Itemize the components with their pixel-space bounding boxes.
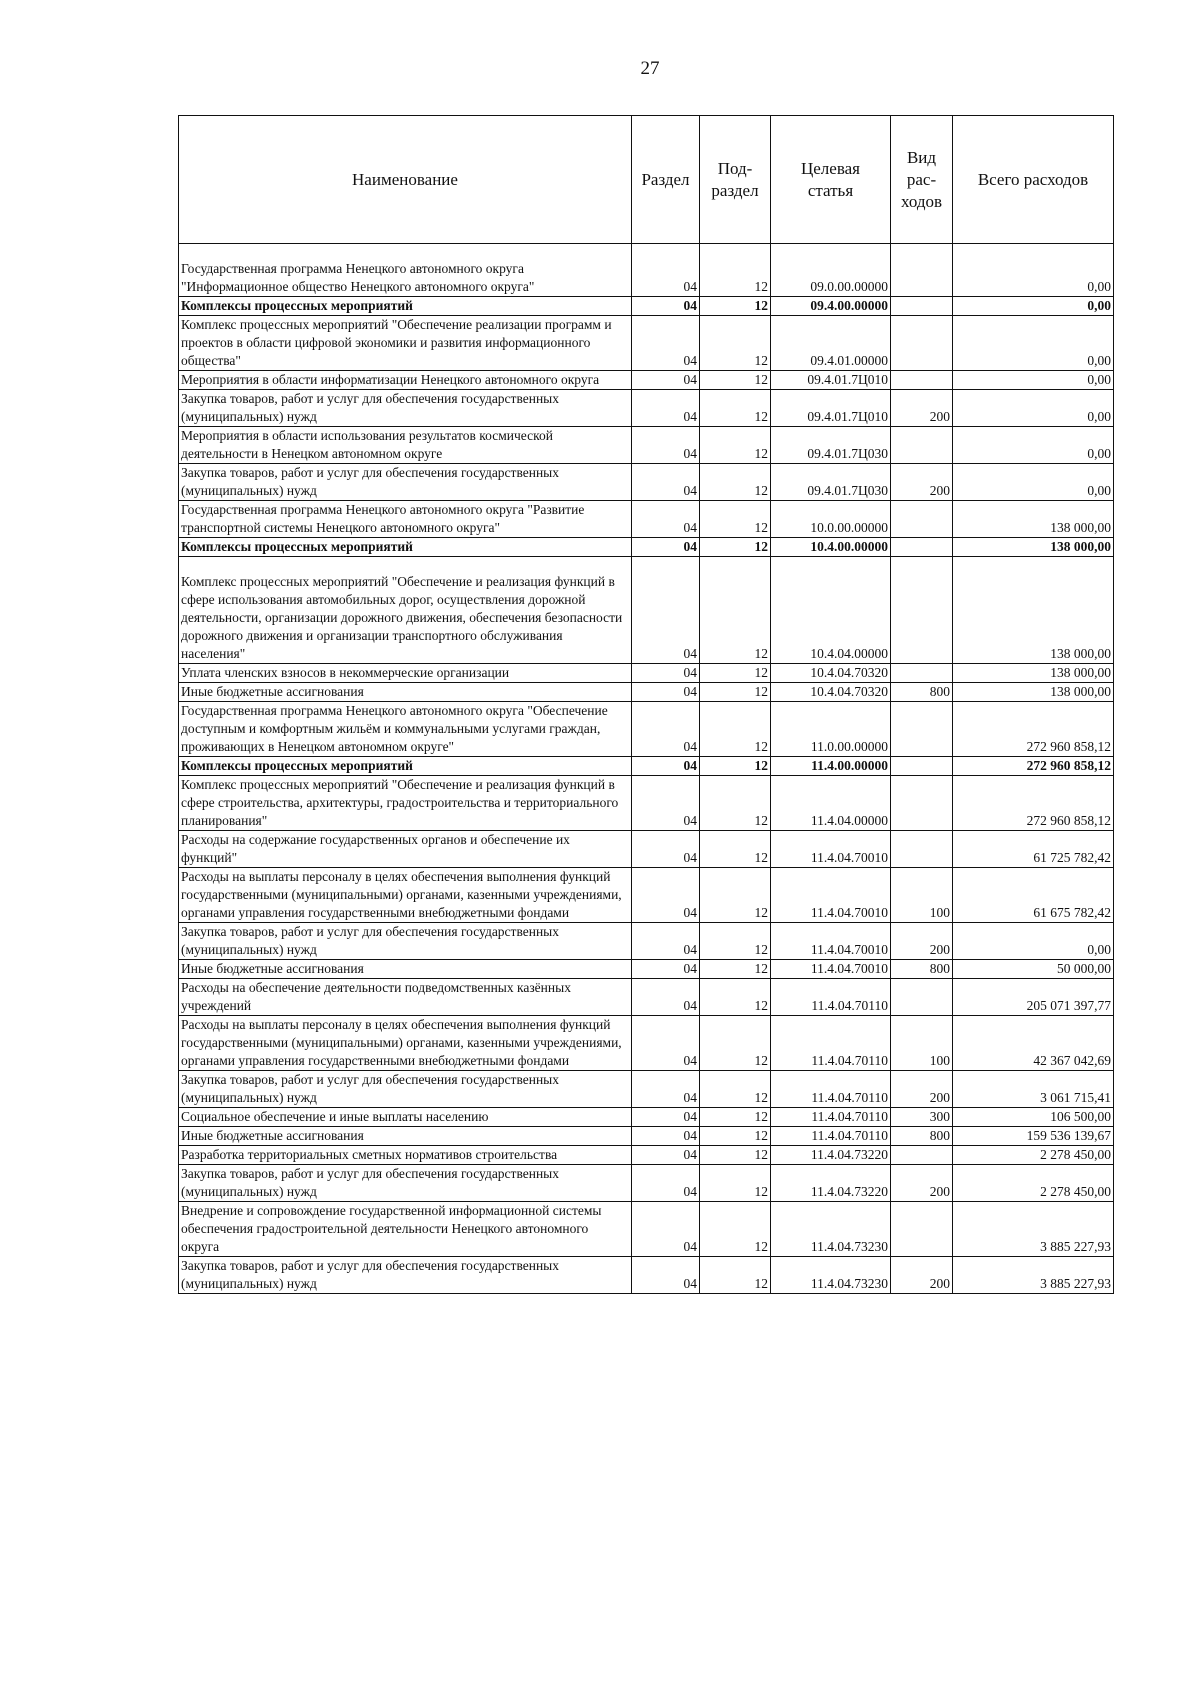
cell-target: 09.4.01.7Ц030 xyxy=(771,464,891,501)
cell-total: 61 675 782,42 xyxy=(953,868,1114,923)
cell-total: 272 960 858,12 xyxy=(953,776,1114,831)
cell-vid: 200 xyxy=(891,1071,953,1108)
table-row xyxy=(179,831,1114,868)
cell-vid: 800 xyxy=(891,960,953,979)
table-row xyxy=(179,557,1114,664)
cell-name: Закупка товаров, работ и услуг для обеспечения государственных (муниципальных) нужд xyxy=(179,1165,632,1202)
cell-vid xyxy=(891,427,953,464)
cell-razdel: 04 xyxy=(632,683,700,702)
cell-target: 11.4.04.73230 xyxy=(771,1202,891,1257)
cell-razdel: 04 xyxy=(632,960,700,979)
cell-total: 3 061 715,41 xyxy=(953,1071,1114,1108)
header-razdel: Раздел xyxy=(632,116,700,244)
cell-name: Иные бюджетные ассигнования xyxy=(179,1127,632,1146)
cell-total: 61 725 782,42 xyxy=(953,831,1114,868)
table-row xyxy=(179,960,1114,979)
cell-podrazdel: 12 xyxy=(700,1146,771,1165)
cell-vid: 200 xyxy=(891,1257,953,1294)
table-row xyxy=(179,664,1114,683)
cell-razdel: 04 xyxy=(632,464,700,501)
cell-target: 11.4.04.70010 xyxy=(771,923,891,960)
cell-podrazdel: 12 xyxy=(700,390,771,427)
cell-podrazdel: 12 xyxy=(700,1202,771,1257)
cell-vid xyxy=(891,702,953,757)
cell-name: Иные бюджетные ассигнования xyxy=(179,683,632,702)
cell-target: 11.4.04.70110 xyxy=(771,1108,891,1127)
cell-podrazdel: 12 xyxy=(700,923,771,960)
cell-podrazdel: 12 xyxy=(700,757,771,776)
table-row xyxy=(179,390,1114,427)
cell-total: 0,00 xyxy=(953,316,1114,371)
cell-podrazdel: 12 xyxy=(700,464,771,501)
cell-name: Комплексы процессных мероприятий xyxy=(179,538,632,557)
table-row xyxy=(179,1016,1114,1071)
cell-total: 50 000,00 xyxy=(953,960,1114,979)
cell-razdel: 04 xyxy=(632,427,700,464)
cell-name: Комплексы процессных мероприятий xyxy=(179,297,632,316)
table-row xyxy=(179,868,1114,923)
cell-podrazdel: 12 xyxy=(700,427,771,464)
cell-razdel: 04 xyxy=(632,1071,700,1108)
cell-target: 11.4.04.70110 xyxy=(771,979,891,1016)
table-row xyxy=(179,1071,1114,1108)
cell-razdel: 04 xyxy=(632,868,700,923)
cell-total: 2 278 450,00 xyxy=(953,1146,1114,1165)
cell-vid: 100 xyxy=(891,1016,953,1071)
cell-total: 205 071 397,77 xyxy=(953,979,1114,1016)
cell-total: 0,00 xyxy=(953,427,1114,464)
cell-podrazdel: 12 xyxy=(700,1127,771,1146)
table-header-row xyxy=(179,116,1114,244)
cell-podrazdel: 12 xyxy=(700,1165,771,1202)
cell-podrazdel: 12 xyxy=(700,244,771,297)
cell-target: 10.4.04.00000 xyxy=(771,557,891,664)
cell-razdel: 04 xyxy=(632,664,700,683)
cell-vid: 200 xyxy=(891,464,953,501)
cell-target: 11.4.04.70110 xyxy=(771,1127,891,1146)
cell-name: Комплекс процессных мероприятий "Обеспечение и реализация функций в сфере строительства, архитектуры, градостроительства и территориального планирования" xyxy=(179,776,632,831)
cell-total: 0,00 xyxy=(953,244,1114,297)
header-vid: Вид рас- ходов xyxy=(891,116,953,244)
cell-razdel: 04 xyxy=(632,244,700,297)
cell-name: Государственная программа Ненецкого автономного округа "Информационное общество Ненецкого автономного округа" xyxy=(179,244,632,297)
cell-target: 11.4.00.00000 xyxy=(771,757,891,776)
cell-razdel: 04 xyxy=(632,501,700,538)
cell-total: 138 000,00 xyxy=(953,538,1114,557)
cell-podrazdel: 12 xyxy=(700,776,771,831)
cell-vid xyxy=(891,244,953,297)
cell-vid xyxy=(891,501,953,538)
cell-name: Закупка товаров, работ и услуг для обеспечения государственных (муниципальных) нужд xyxy=(179,390,632,427)
cell-vid xyxy=(891,664,953,683)
cell-total: 138 000,00 xyxy=(953,557,1114,664)
cell-razdel: 04 xyxy=(632,702,700,757)
header-podrazdel: Под- раздел xyxy=(700,116,771,244)
cell-total: 106 500,00 xyxy=(953,1108,1114,1127)
cell-name: Разработка территориальных сметных нормативов строительства xyxy=(179,1146,632,1165)
cell-vid: 100 xyxy=(891,868,953,923)
table-row xyxy=(179,371,1114,390)
cell-podrazdel: 12 xyxy=(700,960,771,979)
cell-target: 10.0.00.00000 xyxy=(771,501,891,538)
cell-vid xyxy=(891,1202,953,1257)
cell-podrazdel: 12 xyxy=(700,538,771,557)
cell-target: 09.4.01.7Ц010 xyxy=(771,371,891,390)
cell-vid xyxy=(891,297,953,316)
cell-name: Комплексы процессных мероприятий xyxy=(179,757,632,776)
cell-name: Расходы на обеспечение деятельности подведомственных казённых учреждений xyxy=(179,979,632,1016)
cell-name: Закупка товаров, работ и услуг для обеспечения государственных (муниципальных) нужд xyxy=(179,464,632,501)
cell-razdel: 04 xyxy=(632,1165,700,1202)
table-row xyxy=(179,538,1114,557)
cell-razdel: 04 xyxy=(632,1108,700,1127)
cell-name: Расходы на выплаты персоналу в целях обеспечения выполнения функций государственными (муниципальными) органами, казенными учреждениями, органами управления государственными внебюджетными фондами xyxy=(179,868,632,923)
cell-razdel: 04 xyxy=(632,371,700,390)
cell-vid xyxy=(891,979,953,1016)
cell-vid: 200 xyxy=(891,1165,953,1202)
page-number: 27 xyxy=(640,58,660,79)
cell-podrazdel: 12 xyxy=(700,1071,771,1108)
table-row xyxy=(179,1108,1114,1127)
cell-razdel: 04 xyxy=(632,1202,700,1257)
table-row xyxy=(179,683,1114,702)
cell-vid xyxy=(891,831,953,868)
cell-razdel: 04 xyxy=(632,1257,700,1294)
cell-vid: 200 xyxy=(891,923,953,960)
cell-target: 10.4.04.70320 xyxy=(771,683,891,702)
cell-target: 11.4.04.70110 xyxy=(771,1016,891,1071)
cell-name: Внедрение и сопровождение государственной информационной системы обеспечения градостроительной деятельности Ненецкого автономного округа xyxy=(179,1202,632,1257)
cell-target: 11.4.04.70010 xyxy=(771,868,891,923)
cell-name: Мероприятия в области информатизации Ненецкого автономного округа xyxy=(179,371,632,390)
table-row xyxy=(179,979,1114,1016)
cell-podrazdel: 12 xyxy=(700,1257,771,1294)
cell-total: 3 885 227,93 xyxy=(953,1257,1114,1294)
cell-target: 11.0.00.00000 xyxy=(771,702,891,757)
cell-target: 11.4.04.73220 xyxy=(771,1165,891,1202)
table-row xyxy=(179,1127,1114,1146)
table-row xyxy=(179,297,1114,316)
cell-razdel: 04 xyxy=(632,979,700,1016)
budget-table-container xyxy=(178,115,1114,1294)
cell-vid: 800 xyxy=(891,683,953,702)
cell-total: 138 000,00 xyxy=(953,501,1114,538)
cell-name: Социальное обеспечение и иные выплаты населению xyxy=(179,1108,632,1127)
cell-target: 09.0.00.00000 xyxy=(771,244,891,297)
cell-podrazdel: 12 xyxy=(700,501,771,538)
cell-target: 11.4.04.73230 xyxy=(771,1257,891,1294)
cell-razdel: 04 xyxy=(632,831,700,868)
cell-name: Закупка товаров, работ и услуг для обеспечения государственных (муниципальных) нужд xyxy=(179,1071,632,1108)
cell-razdel: 04 xyxy=(632,297,700,316)
table-row xyxy=(179,1202,1114,1257)
cell-total: 0,00 xyxy=(953,923,1114,960)
cell-target: 09.4.00.00000 xyxy=(771,297,891,316)
cell-target: 10.4.00.00000 xyxy=(771,538,891,557)
cell-name: Закупка товаров, работ и услуг для обеспечения государственных (муниципальных) нужд xyxy=(179,1257,632,1294)
header-total: Всего расходов xyxy=(953,116,1114,244)
table-row xyxy=(179,757,1114,776)
table-row xyxy=(179,1146,1114,1165)
budget-table xyxy=(178,115,1114,1294)
cell-name: Комплекс процессных мероприятий "Обеспечение и реализация функций в сфере использования автомобильных дорог, осуществления дорожной деятельности, организации дорожного движения, обеспечения безопасности дорожного движения и организации транспортного обслуживания населения" xyxy=(179,557,632,664)
cell-vid xyxy=(891,776,953,831)
cell-podrazdel: 12 xyxy=(700,979,771,1016)
cell-vid xyxy=(891,1146,953,1165)
cell-total: 138 000,00 xyxy=(953,683,1114,702)
cell-name: Уплата членских взносов в некоммерческие организации xyxy=(179,664,632,683)
cell-vid xyxy=(891,538,953,557)
cell-vid: 300 xyxy=(891,1108,953,1127)
cell-podrazdel: 12 xyxy=(700,1108,771,1127)
cell-total: 0,00 xyxy=(953,464,1114,501)
cell-vid: 800 xyxy=(891,1127,953,1146)
cell-razdel: 04 xyxy=(632,1146,700,1165)
table-row xyxy=(179,1165,1114,1202)
cell-vid xyxy=(891,316,953,371)
cell-target: 11.4.04.00000 xyxy=(771,776,891,831)
cell-target: 09.4.01.7Ц030 xyxy=(771,427,891,464)
cell-total: 42 367 042,69 xyxy=(953,1016,1114,1071)
cell-total: 0,00 xyxy=(953,390,1114,427)
cell-podrazdel: 12 xyxy=(700,664,771,683)
table-row xyxy=(179,776,1114,831)
cell-podrazdel: 12 xyxy=(700,1016,771,1071)
cell-name: Расходы на выплаты персоналу в целях обеспечения выполнения функций государственными (муниципальными) органами, казенными учреждениями, органами управления государственными внебюджетными фондами xyxy=(179,1016,632,1071)
cell-podrazdel: 12 xyxy=(700,371,771,390)
cell-total: 0,00 xyxy=(953,371,1114,390)
cell-name: Мероприятия в области использования результатов космической деятельности в Ненецком автономном округе xyxy=(179,427,632,464)
cell-razdel: 04 xyxy=(632,538,700,557)
cell-target: 09.4.01.7Ц010 xyxy=(771,390,891,427)
cell-name: Государственная программа Ненецкого автономного округа "Развитие транспортной системы Ненецкого автономного округа" xyxy=(179,501,632,538)
cell-razdel: 04 xyxy=(632,557,700,664)
table-row xyxy=(179,923,1114,960)
cell-target: 09.4.01.00000 xyxy=(771,316,891,371)
cell-podrazdel: 12 xyxy=(700,702,771,757)
cell-vid xyxy=(891,371,953,390)
cell-total: 0,00 xyxy=(953,297,1114,316)
table-row xyxy=(179,464,1114,501)
header-name: Наименование xyxy=(179,116,632,244)
table-row xyxy=(179,427,1114,464)
cell-podrazdel: 12 xyxy=(700,683,771,702)
table-row xyxy=(179,1257,1114,1294)
cell-razdel: 04 xyxy=(632,776,700,831)
cell-razdel: 04 xyxy=(632,1127,700,1146)
cell-target: 10.4.04.70320 xyxy=(771,664,891,683)
cell-target: 11.4.04.70010 xyxy=(771,960,891,979)
cell-podrazdel: 12 xyxy=(700,868,771,923)
table-row xyxy=(179,501,1114,538)
cell-razdel: 04 xyxy=(632,390,700,427)
table-row xyxy=(179,316,1114,371)
cell-total: 272 960 858,12 xyxy=(953,757,1114,776)
cell-name: Закупка товаров, работ и услуг для обеспечения государственных (муниципальных) нужд xyxy=(179,923,632,960)
cell-total: 3 885 227,93 xyxy=(953,1202,1114,1257)
cell-total: 159 536 139,67 xyxy=(953,1127,1114,1146)
cell-name: Комплекс процессных мероприятий "Обеспечение реализации программ и проектов в области цифровой экономики и развития информационного общества" xyxy=(179,316,632,371)
cell-total: 138 000,00 xyxy=(953,664,1114,683)
cell-vid xyxy=(891,557,953,664)
cell-podrazdel: 12 xyxy=(700,297,771,316)
cell-name: Государственная программа Ненецкого автономного округа "Обеспечение доступным и комфортным жильём и коммунальными услугами граждан, проживающих в Ненецком автономном округе" xyxy=(179,702,632,757)
cell-target: 11.4.04.73220 xyxy=(771,1146,891,1165)
header-target: Целевая статья xyxy=(771,116,891,244)
cell-razdel: 04 xyxy=(632,1016,700,1071)
cell-name: Расходы на содержание государственных органов и обеспечение их функций" xyxy=(179,831,632,868)
cell-name: Иные бюджетные ассигнования xyxy=(179,960,632,979)
cell-podrazdel: 12 xyxy=(700,831,771,868)
cell-podrazdel: 12 xyxy=(700,557,771,664)
table-body xyxy=(179,244,1114,1294)
cell-target: 11.4.04.70110 xyxy=(771,1071,891,1108)
table-row xyxy=(179,244,1114,297)
cell-razdel: 04 xyxy=(632,757,700,776)
cell-razdel: 04 xyxy=(632,923,700,960)
cell-total: 2 278 450,00 xyxy=(953,1165,1114,1202)
cell-vid xyxy=(891,757,953,776)
cell-total: 272 960 858,12 xyxy=(953,702,1114,757)
cell-vid: 200 xyxy=(891,390,953,427)
cell-podrazdel: 12 xyxy=(700,316,771,371)
cell-razdel: 04 xyxy=(632,316,700,371)
table-row xyxy=(179,702,1114,757)
cell-target: 11.4.04.70010 xyxy=(771,831,891,868)
